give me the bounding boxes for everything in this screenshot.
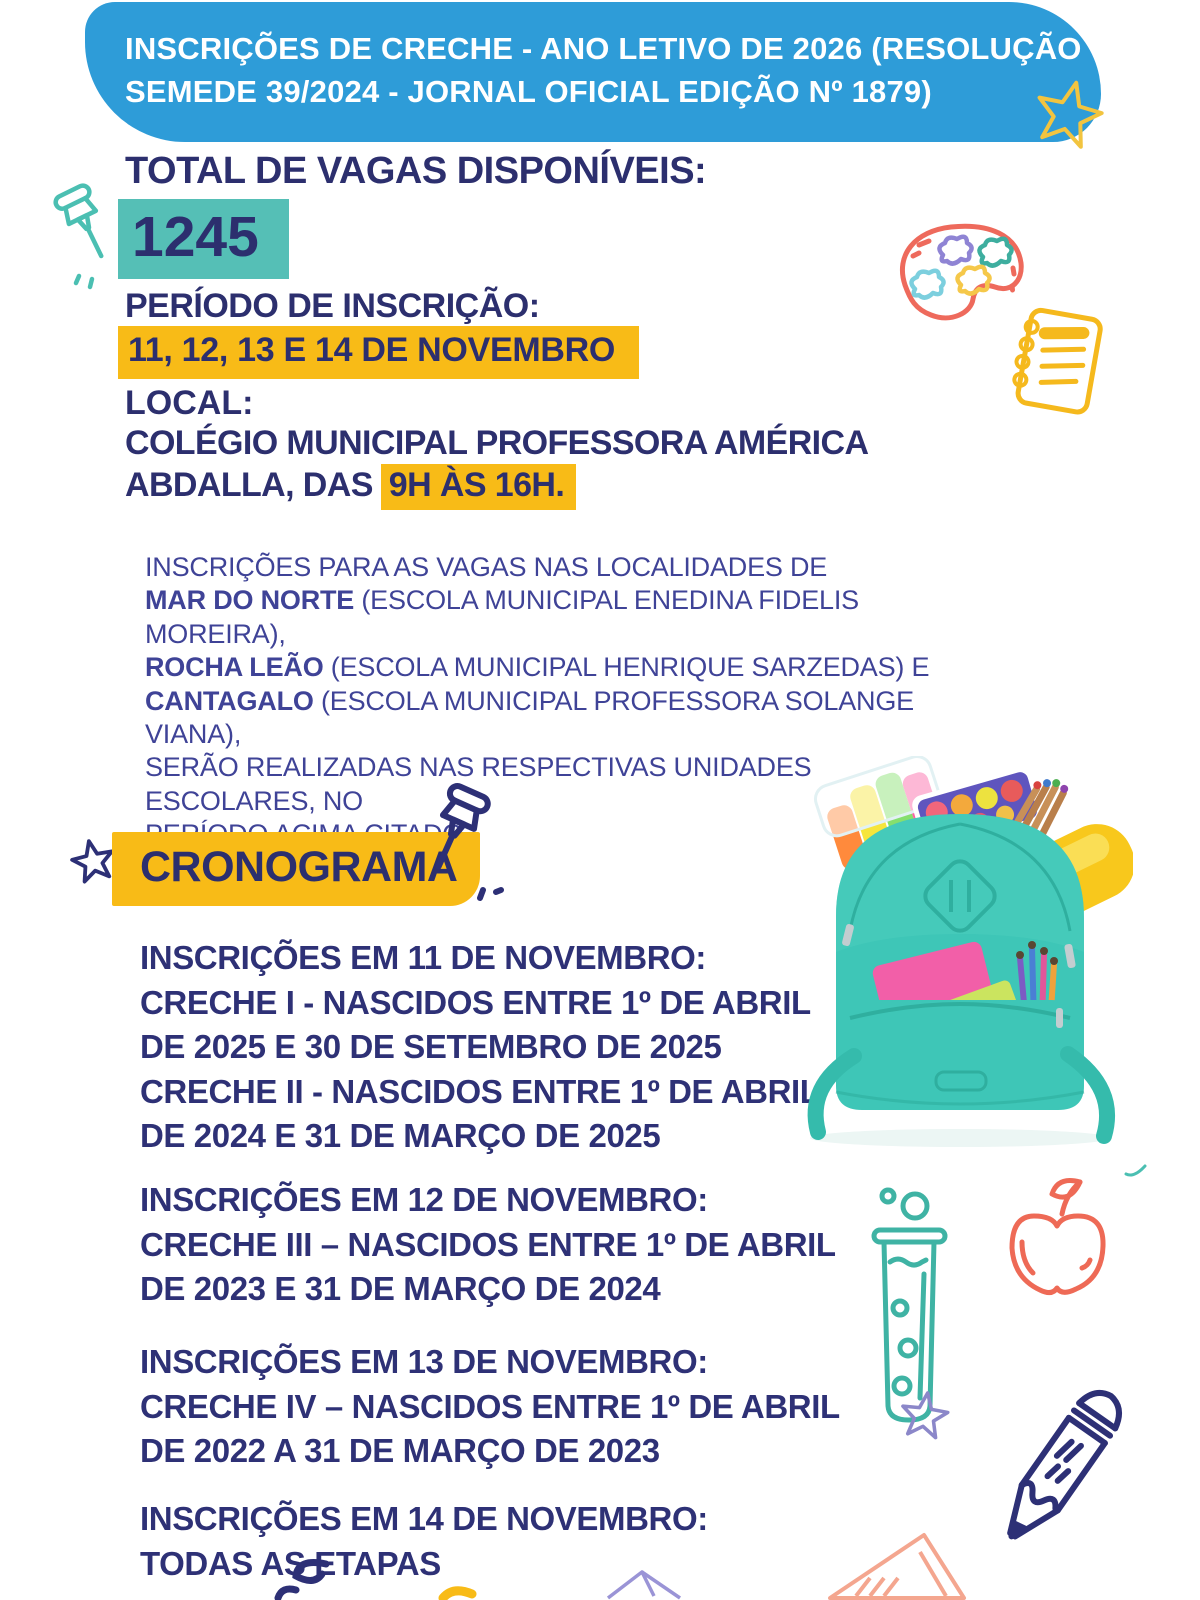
schedule-line: INSCRIÇÕES EM 11 DE NOVEMBRO: [140, 939, 706, 976]
vagas-label: TOTAL DE VAGAS DISPONÍVEIS: [125, 150, 707, 192]
squiggle-icon [268, 1556, 338, 1600]
star-icon [898, 1390, 952, 1448]
local-line2 [125, 466, 576, 505]
schedule-line: INSCRIÇÕES EM 13 DE NOVEMBRO: [140, 1343, 708, 1380]
schedule-line: DE 2024 E 31 DE MARÇO DE 2025 [140, 1117, 661, 1154]
paragraph-line: SERÃO REALIZADAS NAS RESPECTIVAS UNIDADES ESCOLARES, NO [145, 752, 812, 816]
backpack-image [788, 756, 1133, 1151]
schedule-block-13-nov [140, 1340, 840, 1474]
header-line1: INSCRIÇÕES DE CRECHE - ANO LETIVO DE 2026 (RESOLUÇÃO [125, 31, 1082, 66]
schedule-block-12-nov [140, 1178, 836, 1312]
star-icon [1032, 78, 1106, 160]
periodo-dates: 11, 12, 13 E 14 DE NOVEMBRO [118, 326, 639, 379]
paragraph-line: CANTAGALO (ESCOLA MUNICIPAL PROFESSORA SOLANGE VIANA), [145, 685, 914, 750]
star-icon [70, 838, 118, 890]
paragraph-line: MAR DO NORTE (ESCOLA MUNICIPAL ENEDINA FIDELIS MOREIRA), [145, 585, 859, 649]
local-line2-prefix: ABDALLA, DAS [125, 466, 373, 504]
schedule-line: DE 2023 E 31 DE MARÇO DE 2024 [140, 1270, 661, 1307]
apple-icon [1000, 1170, 1115, 1305]
pushpin-icon [404, 780, 508, 912]
pencil-tip-icon [438, 1584, 478, 1600]
header-banner [85, 2, 1101, 142]
pencil-icon [992, 1372, 1127, 1582]
header-line2: SEMEDE 39/2024 - JORNAL OFICIAL EDIÇÃO Nº 1879) [125, 74, 932, 109]
local-line1: COLÉGIO MUNICIPAL PROFESSORA AMÉRICA [125, 424, 869, 462]
notebook-icon [1008, 306, 1108, 418]
paragraph-line: ROCHA LEÃO (ESCOLA MUNICIPAL HENRIQUE SARZEDAS) E [145, 652, 930, 683]
schedule-line: CRECHE III – NASCIDOS ENTRE 1º DE ABRIL [140, 1225, 836, 1263]
pushpin-icon [44, 180, 126, 298]
local-label: LOCAL: [125, 384, 254, 422]
schedule-line: CRECHE I - NASCIDOS ENTRE 1º DE ABRIL [140, 983, 811, 1021]
local-hours-highlight: 9H ÀS 16H. [381, 464, 576, 510]
schedule-line: DE 2022 A 31 DE MARÇO DE 2023 [140, 1432, 660, 1469]
periodo-label: PERÍODO DE INSCRIÇÃO: [125, 287, 540, 325]
schedule-line: INSCRIÇÕES EM 14 DE NOVEMBRO: [140, 1500, 708, 1537]
schedule-line: CRECHE IV – NASCIDOS ENTRE 1º DE ABRIL [140, 1387, 840, 1425]
schedule-line: DE 2025 E 30 DE SETEMBRO DE 2025 [140, 1028, 722, 1065]
schedule-block-11-nov [140, 936, 820, 1159]
cronograma-title: CRONOGRAMA [112, 832, 480, 906]
schedule-line: INSCRIÇÕES EM 12 DE NOVEMBRO: [140, 1181, 708, 1218]
paragraph-line: INSCRIÇÕES PARA AS VAGAS NAS LOCALIDADES DE [145, 552, 828, 582]
triangle-ruler-icon [826, 1530, 971, 1600]
vagas-total: 1245 [132, 205, 259, 269]
vagas-highlight [118, 199, 289, 279]
schedule-line: CRECHE II - NASCIDOS ENTRE 1º DE ABRIL [140, 1072, 820, 1110]
check-doodle-icon [1124, 1162, 1148, 1180]
schedule-line: TODAS AS ETAPAS [140, 1544, 441, 1582]
paper-plane-icon [598, 1566, 688, 1600]
